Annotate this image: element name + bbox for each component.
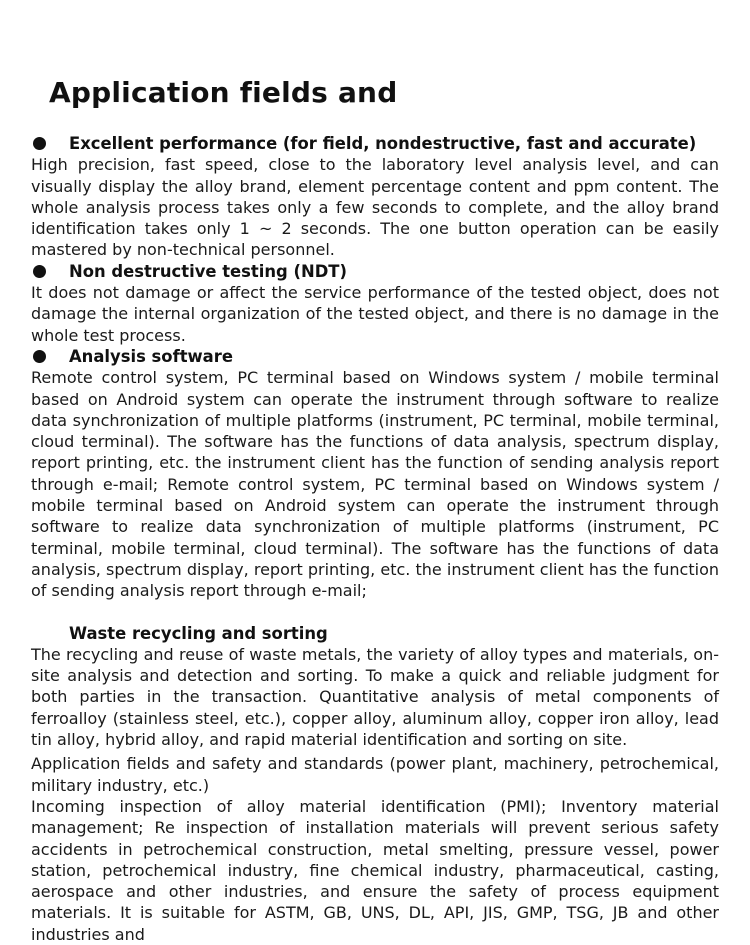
section-heading-text: Excellent performance (for field, nondestructive, fast and accurate) — [69, 134, 697, 153]
section-spacer — [31, 602, 719, 623]
document-body — [31, 133, 719, 945]
bullet-icon — [33, 265, 46, 278]
application-body-paragraph: Incoming inspection of alloy material identification (PMI); Inventory material management; Re inspection of installation materials will prevent serious safety accidents in petrochemical construction, metal smelting, pressure vessel, power station, petrochemical industry, fine chemical industry, pharmaceutical, casting, aerospace and other industries, and ensure the safety of process equipment materials. It is suitable for ASTM, GB, UNS, DL, API, JIS, GMP, TSG, JB and other industries and — [31, 796, 719, 944]
section-heading-software — [31, 346, 719, 367]
bullet-icon — [33, 137, 46, 150]
section-heading-ndt — [31, 261, 719, 282]
section-heading-text: Analysis software — [69, 346, 233, 366]
section-paragraph-ndt: It does not damage or affect the service performance of the tested object, does not damage the internal organization of the tested object, and there is no damage in the whole test process. — [31, 283, 719, 345]
section-paragraph-software: Remote control system, PC terminal based on Windows system / mobile terminal based on Android system can operate the instrument through software to realize data synchronization of multiple platforms (instrument, PC terminal, mobile terminal, cloud terminal). The software has the functions of data analysis, spectrum display, report printing, etc. the instrument client has the function of sending analysis report through e-mail; Remote control system, PC terminal based on Windows system / mobile terminal based on Android system can operate the instrument through software to realize data synchronization of multiple platforms (instrument, PC terminal, mobile terminal, cloud terminal). The software has the functions of data analysis, spectrum display, report printing, etc. the instrument client has the function of sending analysis report through e-mail; — [31, 368, 719, 601]
section-heading-recycling — [69, 623, 719, 644]
application-intro-paragraph: Application fields and safety and standards (power plant, machinery, petrochemical, military industry, etc.) — [31, 754, 719, 795]
bullet-icon — [33, 350, 46, 363]
section-paragraph-performance: High precision, fast speed, close to the laboratory level analysis level, and can visually display the alloy brand, element percentage content and ppm content. The whole analysis process takes only a few seconds to complete, and the alloy brand identification takes only 1 ~ 2 seconds. The one button operation can be easily mastered by non-technical personnel. — [31, 155, 719, 260]
section-paragraph-recycling: The recycling and reuse of waste metals, the variety of alloy types and materials, on-site analysis and detection and sorting. To make a quick and reliable judgment for both parties in the transaction. Quantitative analysis of metal components of ferroalloy (stainless steel, etc.), copper alloy, aluminum alloy, copper iron alloy, lead tin alloy, hybrid alloy, and rapid material identification and sorting on site. — [31, 644, 719, 750]
section-heading-performance — [31, 133, 719, 154]
section-heading-text: Waste recycling and sorting — [69, 623, 328, 643]
page-title: Application fields and — [49, 76, 398, 109]
section-heading-text: Non destructive testing (NDT) — [69, 261, 347, 281]
